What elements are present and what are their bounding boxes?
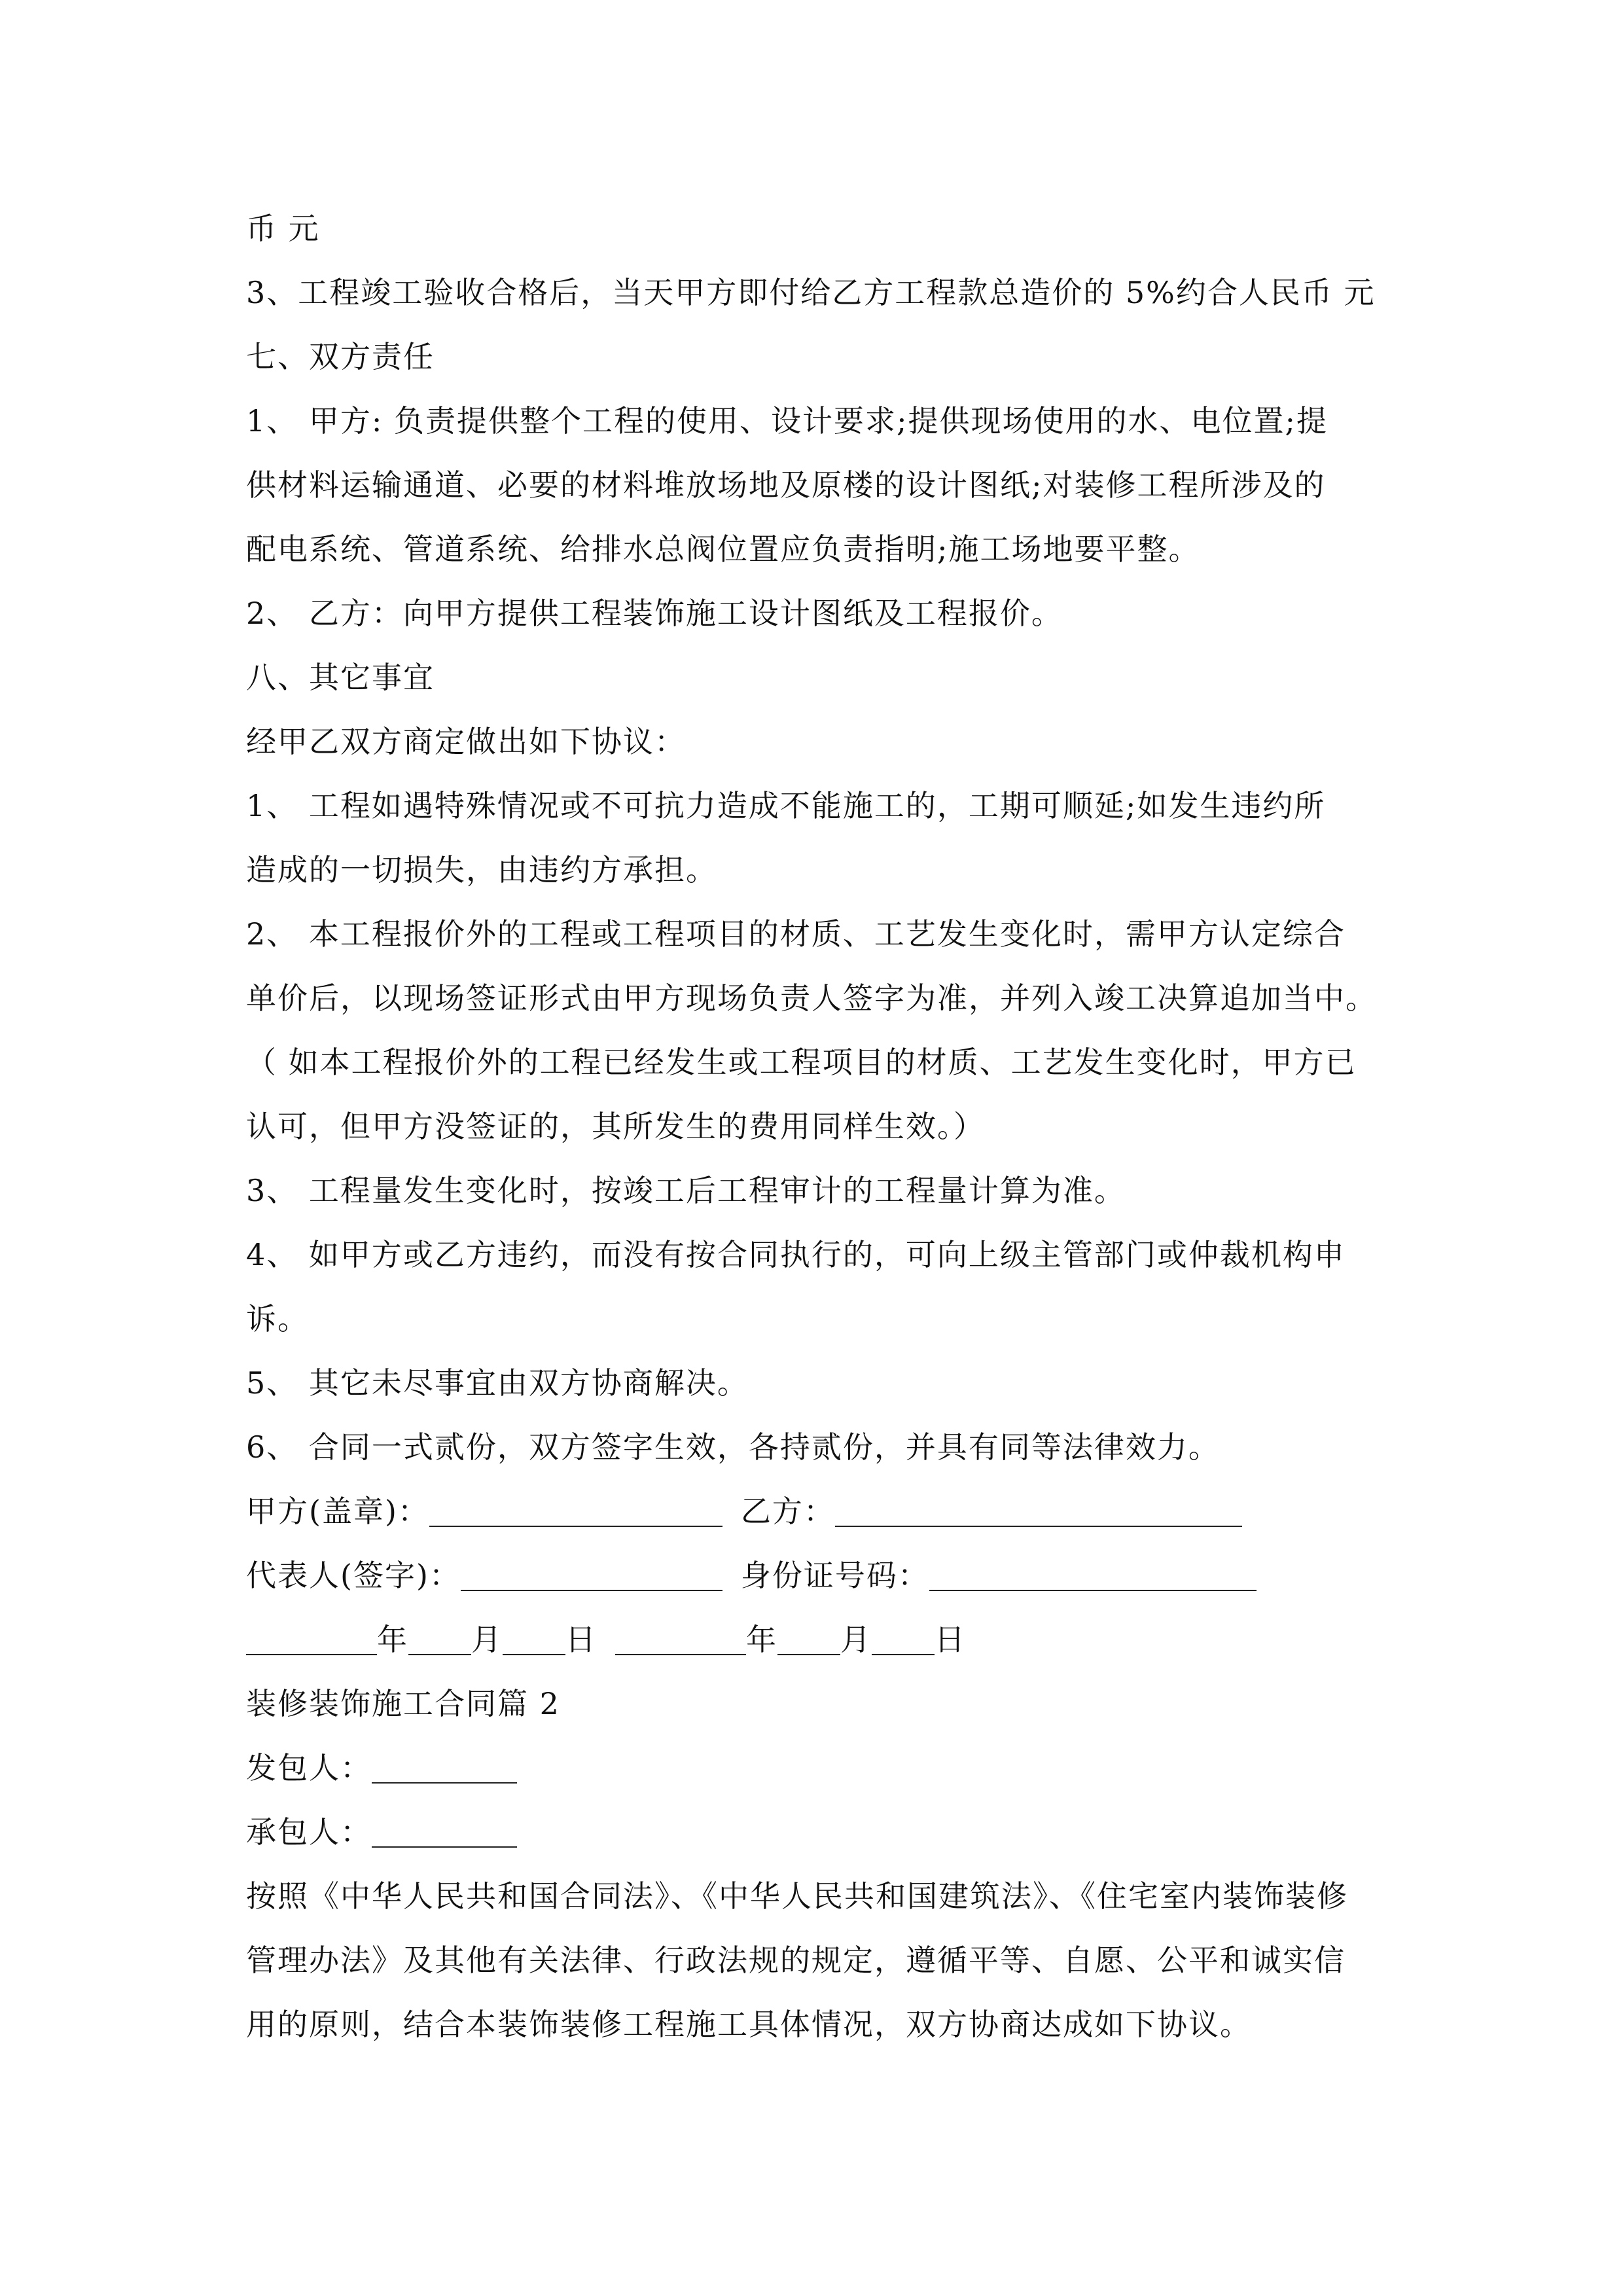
text-line: 经甲乙双方商定做出如下协议： — [246, 724, 686, 759]
party-b-month-field[interactable] — [777, 1621, 840, 1655]
text-line: 1、 甲方: 负责提供整个工程的使用、设计要求;提供现场使用的水、电位置;提 — [246, 403, 1329, 439]
party-a-month-field[interactable] — [408, 1621, 471, 1655]
signature-row-representative — [246, 1543, 1385, 1607]
party-a-field[interactable] — [429, 1493, 722, 1527]
text-line: 1、 工程如遇特殊情况或不可抗力造成不能施工的，工期可顺延;如发生违约所 — [246, 788, 1326, 823]
text-line: 2、 本工程报价外的工程或工程项目的材质、工艺发生变化时，需甲方认定综合 — [246, 916, 1346, 952]
employer-field[interactable] — [372, 1749, 517, 1784]
document-page — [246, 196, 1385, 2056]
text-line: 诉。 — [246, 1301, 309, 1336]
text-line: 认可，但甲方没签证的，其所发生的费用同样生效。） — [246, 1109, 985, 1144]
party-b-year-field[interactable] — [615, 1621, 746, 1655]
party-a-day-field[interactable] — [503, 1621, 565, 1655]
text-line: 供材料运输通道、必要的材料堆放场地及原楼的设计图纸;对装修工程所涉及的 — [246, 467, 1326, 503]
employer-label: 发包人： — [246, 1750, 372, 1785]
month-label: 月 — [471, 1622, 503, 1657]
text-line: 配电系统、管道系统、给排水总阀位置应负责指明;施工场地要平整。 — [246, 531, 1200, 567]
year-label: 年 — [377, 1622, 408, 1657]
party-b-day-field[interactable] — [872, 1621, 935, 1655]
id-number-label: 身份证号码： — [740, 1558, 929, 1593]
text-line: 造成的一切损失，由违约方承担。 — [246, 852, 717, 888]
day-label: 日 — [935, 1622, 966, 1657]
representative-field[interactable] — [461, 1557, 722, 1591]
text-line: 6、 合同一式贰份，双方签字生效，各持贰份，并具有同等法律效力。 — [246, 1429, 1220, 1465]
representative-label: 代表人(签字)： — [246, 1558, 461, 1593]
text-line: 单价后，以现场签证形式由甲方现场负责人签字为准，并列入竣工决算追加当中。 — [246, 980, 1377, 1016]
party-a-label: 甲方(盖章)： — [246, 1494, 429, 1529]
text-line: 币 元 — [246, 211, 320, 246]
text-line: （ 如本工程报价外的工程已经发生或工程项目的材质、工艺发生变化时，甲方已 — [246, 1045, 1357, 1080]
section-heading: 七、双方责任 — [246, 339, 435, 374]
contractor-label: 承包人： — [246, 1814, 372, 1850]
employer-row — [246, 1736, 1385, 1800]
signature-row-seal — [246, 1479, 1385, 1543]
year-label: 年 — [746, 1622, 777, 1657]
contractor-row — [246, 1800, 1385, 1864]
text-line: 5、 其它未尽事宜由双方协商解决。 — [246, 1365, 749, 1401]
day-label: 日 — [565, 1622, 597, 1657]
month-label: 月 — [840, 1622, 872, 1657]
contractor-field[interactable] — [372, 1814, 517, 1848]
signature-row-date — [246, 1607, 1385, 1672]
id-number-field[interactable] — [929, 1557, 1257, 1591]
section-heading: 八、其它事宜 — [246, 660, 435, 695]
section-title: 装修装饰施工合同篇 2 — [246, 1686, 560, 1721]
text-line: 按照《中华人民共和国合同法》、《中华人民共和国建筑法》、《住宅室内装饰装修 — [246, 1878, 1348, 1914]
text-line: 4、 如甲方或乙方违约，而没有按合同执行的，可向上级主管部门或仲裁机构申 — [246, 1237, 1346, 1272]
party-b-field[interactable] — [835, 1493, 1242, 1527]
text-line: 3、工程竣工验收合格后，当天甲方即付给乙方工程款总造价的 5%约合人民币 元 — [246, 275, 1376, 310]
party-b-label: 乙方： — [740, 1494, 835, 1529]
text-line: 3、 工程量发生变化时，按竣工后工程审计的工程量计算为准。 — [246, 1173, 1126, 1208]
text-line: 2、 乙方：向甲方提供工程装饰施工设计图纸及工程报价。 — [246, 596, 1063, 631]
text-line: 用的原则，结合本装饰装修工程施工具体情况，双方协商达成如下协议。 — [246, 2007, 1251, 2042]
text-line: 管理办法》及其他有关法律、行政法规的规定，遵循平等、自愿、公平和诚实信 — [246, 1943, 1346, 1978]
party-a-year-field[interactable] — [246, 1621, 377, 1655]
